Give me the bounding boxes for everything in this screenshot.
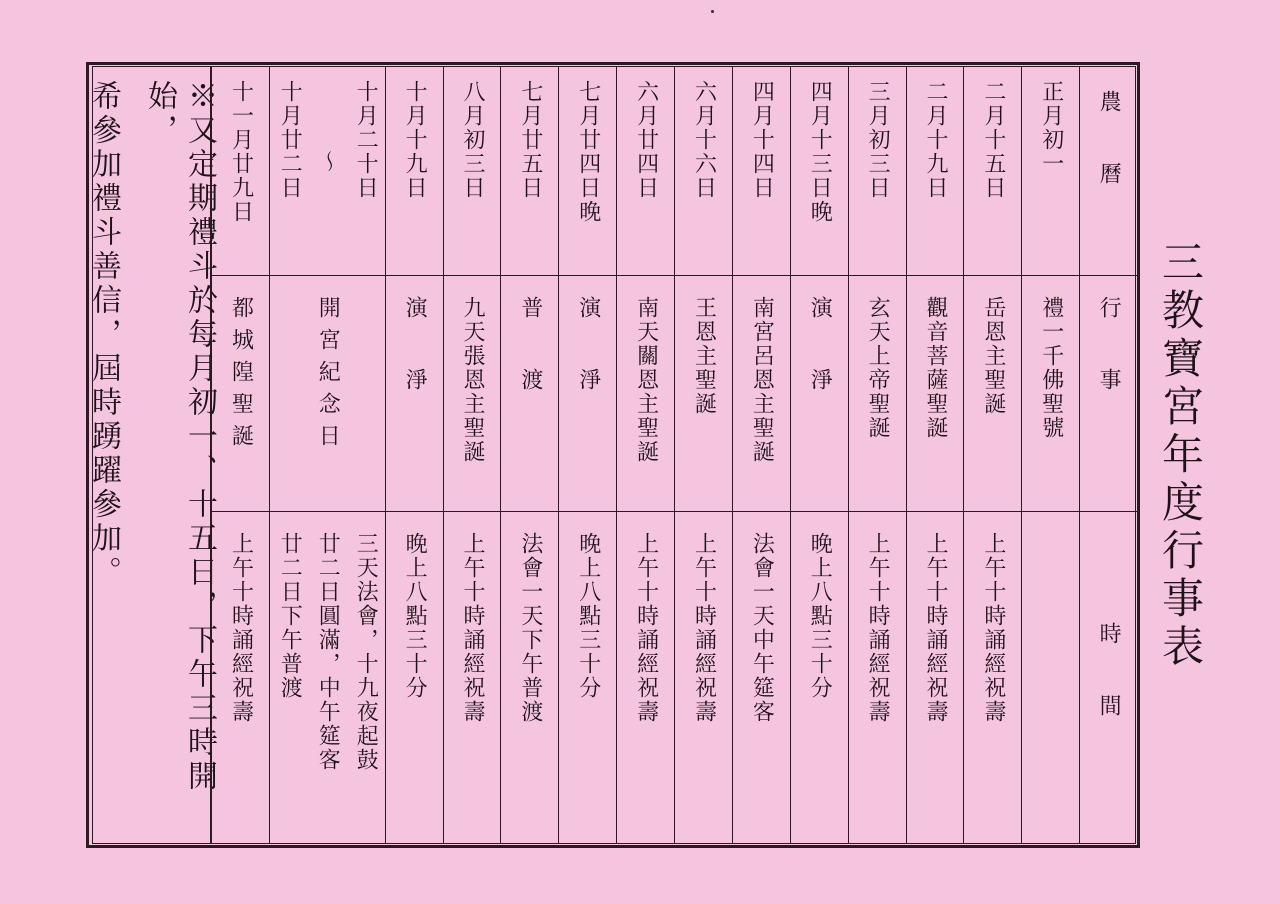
table-row — [558, 66, 616, 844]
table-row — [211, 66, 269, 844]
table-row — [269, 66, 385, 844]
row-event: 普 渡 — [517, 296, 543, 392]
row-event: 演 淨 — [807, 296, 833, 392]
table-row — [674, 66, 732, 844]
row-date: 十月十九日 — [402, 80, 428, 200]
row-time: 上午十時誦經祝壽 — [980, 532, 1006, 724]
row-date: 三月初三日 — [865, 80, 891, 200]
row-date: 二月十九日 — [922, 80, 948, 200]
row-date: 十一月廿九日 — [228, 80, 254, 224]
row-date: 七月廿五日 — [517, 80, 543, 200]
row-date: 四月十三日晚 — [807, 80, 833, 224]
row-time-line-3: 廿二日下午普渡 — [277, 532, 303, 700]
row-event: 觀音菩薩聖誕 — [922, 296, 948, 440]
table-row — [500, 66, 558, 844]
table-row — [616, 66, 674, 844]
row-time: 法會一天下午普渡 — [517, 532, 543, 724]
row-event: 九天張恩主聖誕 — [459, 296, 485, 464]
table-row — [790, 66, 848, 844]
row-event: 王恩主聖誕 — [691, 296, 717, 416]
row-event: 岳恩主聖誕 — [980, 296, 1006, 416]
row-date: 二月十五日 — [980, 80, 1006, 200]
table-row — [906, 66, 964, 844]
row-time-line-1: 三天法會，十九夜起鼓 — [353, 532, 379, 772]
row-event: 南宮呂恩主聖誕 — [749, 296, 775, 464]
row-event: 都城隍聖誕 — [228, 296, 254, 456]
row-date: 正月初一 — [1038, 80, 1064, 176]
row-time: 上午十時誦經祝壽 — [459, 532, 485, 724]
header-column — [1079, 66, 1137, 844]
row-date-end: 十月廿二日 — [277, 80, 303, 200]
note-column — [86, 66, 217, 844]
row-time: 上午十時誦經祝壽 — [228, 532, 254, 724]
schedule-table — [210, 66, 1137, 844]
table-row — [732, 66, 790, 844]
row-date-sep: ～ — [315, 150, 341, 174]
row-time: 上午十時誦經祝壽 — [865, 532, 891, 724]
speck — [711, 10, 714, 13]
note-line-1: ※又定期禮斗於每月初一、十五日，下午三時開始， — [142, 80, 217, 794]
page-title: 三教寶宮年度行事表 — [1156, 240, 1205, 672]
row-date: 六月十六日 — [691, 80, 717, 200]
row-event: 禮一千佛聖號 — [1038, 296, 1064, 440]
row-time: 上午十時誦經祝壽 — [922, 532, 948, 724]
row-time: 法會一天中午筵客 — [749, 532, 775, 724]
header-time: 時 間 — [1096, 622, 1122, 730]
row-date: 八月初三日 — [459, 80, 485, 200]
table-row — [848, 66, 906, 844]
table-row — [963, 66, 1021, 844]
row-event: 演 淨 — [402, 296, 428, 392]
row-time: 晚上八點三十分 — [575, 532, 601, 700]
row-event: 玄天上帝聖誕 — [865, 296, 891, 440]
row-date: 六月廿四日 — [633, 80, 659, 200]
note-line-2: 希參加禮斗善信，屆時踴躍參加。 — [86, 80, 121, 590]
row-event: 演 淨 — [575, 296, 601, 392]
row-event: 開宮紀念日 — [315, 296, 341, 456]
row-date-start: 十月二十日 — [353, 80, 379, 200]
row-date: 七月廿四日晚 — [575, 80, 601, 224]
table-row — [443, 66, 501, 844]
row-time: 上午十時誦經祝壽 — [633, 532, 659, 724]
row-time: 上午十時誦經祝壽 — [691, 532, 717, 724]
table-row — [1021, 66, 1079, 844]
row-time: 晚上八點三十分 — [402, 532, 428, 700]
header-event: 行 事 — [1096, 296, 1122, 404]
row-event: 南天關恩主聖誕 — [633, 296, 659, 464]
row-time-line-2: 廿二日圓滿，中午筵客 — [315, 532, 341, 772]
table-row — [385, 66, 443, 844]
row-date: 四月十四日 — [749, 80, 775, 200]
header-date: 農 曆 — [1096, 90, 1122, 198]
row-time: 晚上八點三十分 — [807, 532, 833, 700]
